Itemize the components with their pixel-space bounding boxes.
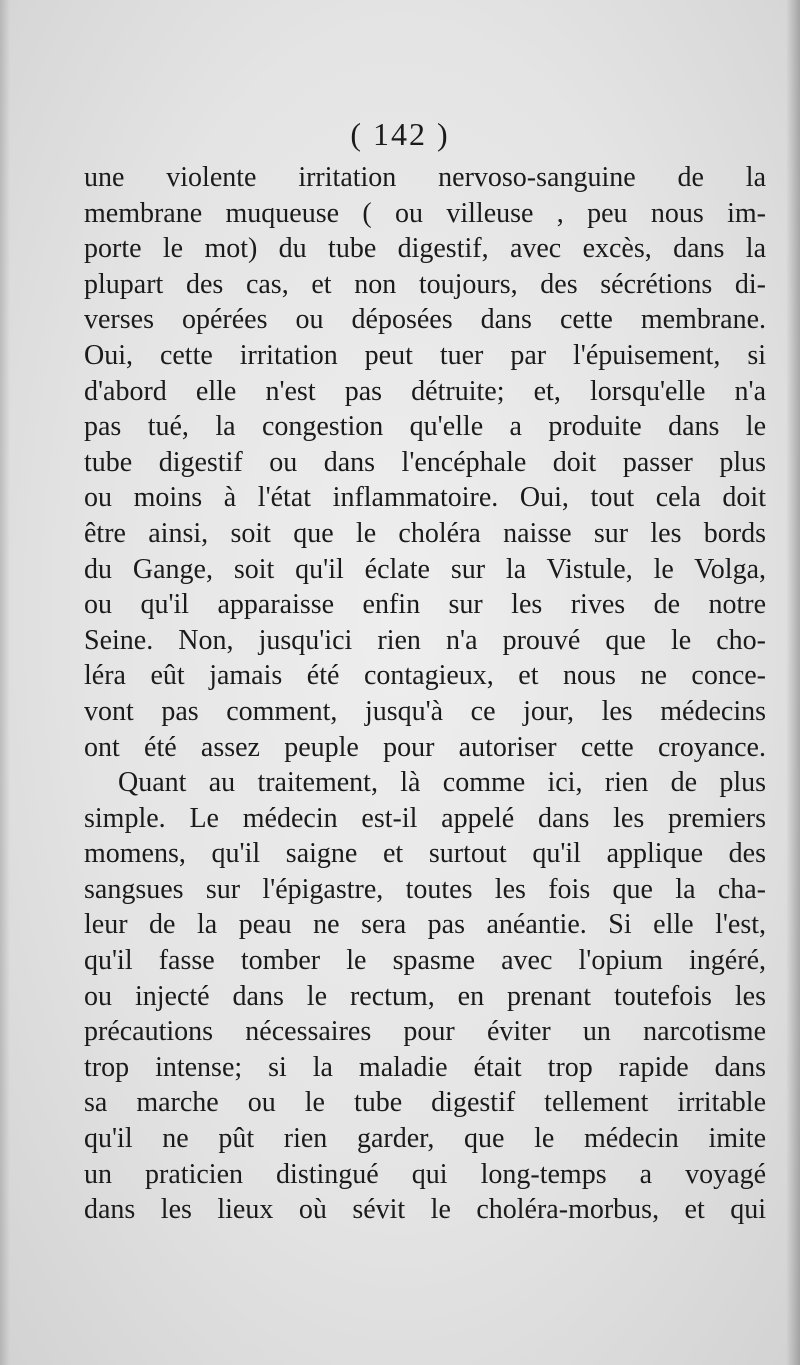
text-line: dans les lieux où sévit le choléra-morbus, et qui [84, 1194, 766, 1226]
text-line: ou qu'il apparaisse enfin sur les rives de notre [84, 589, 766, 621]
text-line: ou moins à l'état inflammatoire. Oui, tout cela doit [84, 482, 766, 514]
text-line-paragraph-start: Quant au traitement, là comme ici, rien de plus [118, 767, 766, 799]
page-edge-shadow-left [0, 0, 10, 1365]
text-line: sangsues sur l'épigastre, toutes les fois que la cha- [84, 873, 766, 905]
text-line: tube digestif ou dans l'encéphale doit passer plus [84, 446, 766, 478]
text-line: plupart des cas, et non toujours, des sécrétions di- [84, 268, 766, 300]
text-line: Oui, cette irritation peut tuer par l'épuisement, si [84, 339, 766, 371]
text-line: d'abord elle n'est pas détruite; et, lorsqu'elle n'a [84, 375, 766, 407]
text-line: vont pas comment, jusqu'à ce jour, les médecins [84, 695, 766, 727]
text-line: pas tué, la congestion qu'elle a produite dans le [84, 411, 766, 443]
page-edge-shadow-right [786, 0, 800, 1365]
text-line: un praticien distingué qui long-temps a voyagé [84, 1158, 766, 1190]
text-line: verses opérées ou déposées dans cette membrane. [84, 304, 766, 336]
text-line: porte le mot) du tube digestif, avec excès, dans la [84, 233, 766, 265]
text-line: du Gange, soit qu'il éclate sur la Vistule, le Volga, [84, 553, 766, 585]
text-line: leur de la peau ne sera pas anéantie. Si elle l'est, [84, 909, 766, 941]
text-line: être ainsi, soit que le choléra naisse sur les bords [84, 517, 766, 549]
text-line: ont été assez peuple pour autoriser cette croyance. [84, 731, 766, 763]
text-line: qu'il ne pût rien garder, que le médecin imite [84, 1123, 766, 1155]
text-line: simple. Le médecin est-il appelé dans les premiers [84, 802, 766, 834]
text-line: une violente irritation nervoso-sanguine de la [84, 162, 766, 193]
text-line: léra eût jamais été contagieux, et nous ne conce- [84, 660, 766, 692]
text-line: sa marche ou le tube digestif tellement irritable [84, 1087, 766, 1119]
text-line: Seine. Non, jusqu'ici rien n'a prouvé que le cho- [84, 624, 766, 656]
body-text [84, 160, 766, 1228]
page-number-header: ( 142 ) [350, 116, 450, 152]
text-line: qu'il fasse tomber le spasme avec l'opium ingéré, [84, 945, 766, 977]
text-line: précautions nécessaires pour éviter un narcotisme [84, 1016, 766, 1048]
text-line: ou injecté dans le rectum, en prenant toutefois les [84, 980, 766, 1012]
text-line: membrane muqueuse ( ou villeuse , peu nous im- [84, 197, 766, 229]
text-line: trop intense; si la maladie était trop rapide dans [84, 1051, 766, 1083]
text-line: momens, qu'il saigne et surtout qu'il applique des [84, 838, 766, 870]
